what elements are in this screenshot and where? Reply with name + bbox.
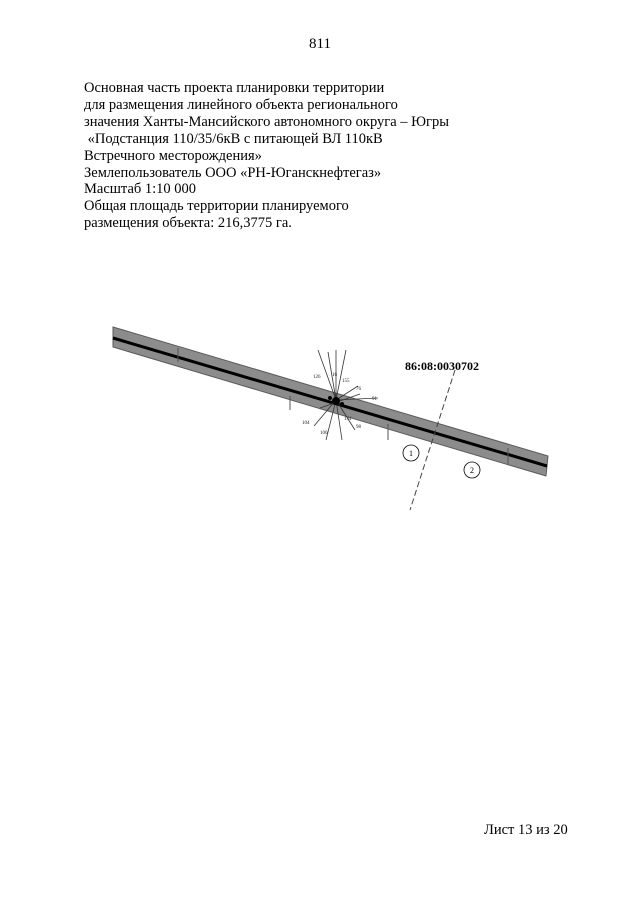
page-number: 811 — [309, 36, 331, 52]
map-label: 126 — [313, 375, 321, 380]
sheet-counter: Лист 13 из 20 — [484, 822, 568, 838]
callout-label: 2 — [470, 466, 474, 475]
area-line: размещения объекта: 216,3775 га. — [84, 215, 292, 232]
map-label: 91 — [372, 397, 377, 402]
callout-2 — [464, 462, 480, 478]
scale-line: Масштаб 1:10 000 — [84, 181, 197, 198]
callout-label: 1 — [409, 449, 413, 458]
land-user-line: Землепользователь ООО «РН-Юганскнефтегаз» — [84, 164, 382, 181]
header-line: значения Ханты-Мансийского автономного округа – Югры — [84, 113, 449, 130]
header-line: «Подстанция 110/35/6кВ с питающей ВЛ 110кВ — [84, 130, 383, 147]
header-line: Основная часть проекта планировки территории — [84, 80, 385, 96]
cadastral-number: 86:08:0030702 — [405, 359, 479, 373]
node-marker — [328, 396, 332, 400]
header-line: Встречного месторождения» — [84, 147, 262, 164]
map-label: 155 — [342, 379, 350, 384]
map-label: 144 — [344, 417, 352, 422]
map-label: 76 — [356, 387, 361, 392]
map-label: 100 — [320, 431, 328, 436]
node-marker — [340, 402, 344, 406]
area-line: Общая площадь территории планируемого — [84, 198, 349, 215]
substation-marker — [332, 397, 340, 405]
map-label: 16 — [332, 373, 337, 378]
map-label: 98 — [356, 425, 361, 430]
map-label: 104 — [302, 421, 310, 426]
header-line: для размещения линейного объекта регионального — [84, 96, 398, 113]
callout-1 — [403, 445, 419, 461]
